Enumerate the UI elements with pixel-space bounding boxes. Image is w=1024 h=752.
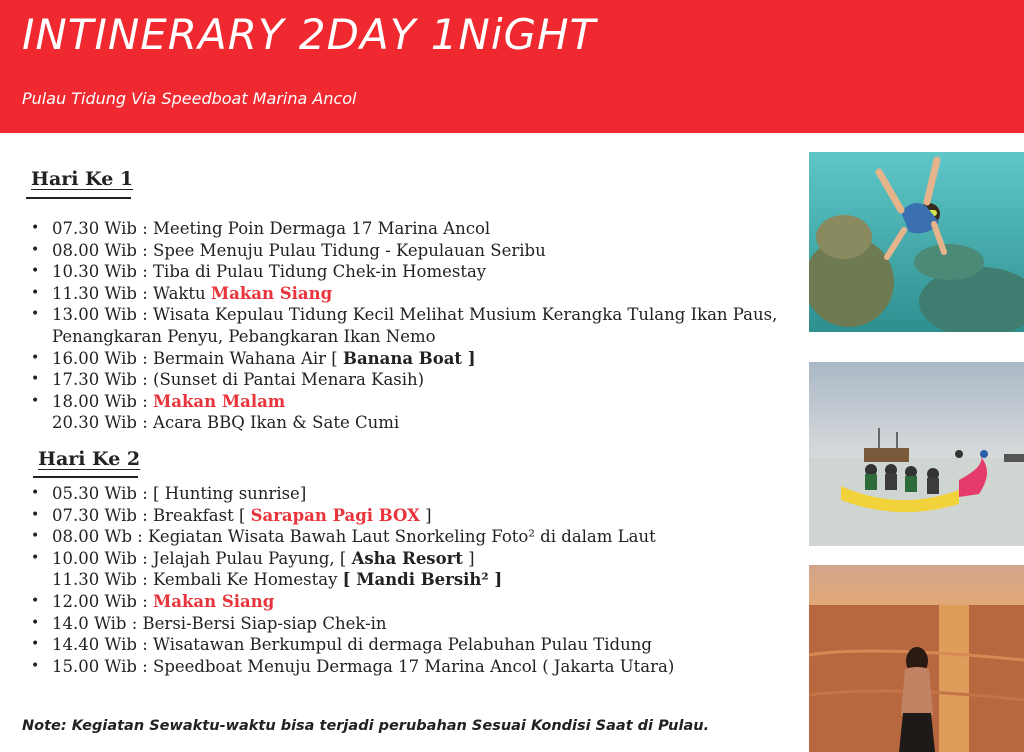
itinerary-item (31, 505, 812, 527)
bullet-icon: • (31, 284, 40, 301)
item-text: 16.00 Wib : Bermain Wahana Air [ (52, 348, 343, 368)
item-text: 10.30 Wib : Tiba di Pulau Tidung Chek-in Homestay (52, 262, 487, 282)
itinerary-item (31, 218, 812, 240)
bullet-icon: • (31, 528, 40, 545)
highlight-red-text: Makan Siang (210, 283, 333, 303)
sunset-beach-photo-icon (809, 565, 1024, 752)
highlight-red-text: Makan Siang (153, 591, 275, 611)
page-title: INTINERARY 2DAY 1NiGHT (22, 10, 597, 59)
item-text: 11.30 Wib : Waktu (52, 283, 211, 303)
itinerary-item (31, 526, 812, 548)
highlight-red-text: Sarapan Pagi BOX (250, 505, 420, 525)
banana-boat-photo-icon (809, 362, 1024, 546)
snorkeling-photo (809, 152, 1024, 332)
itinerary-item (31, 283, 812, 305)
highlight-bold-text: [ Mandi Bersih² ] (342, 570, 503, 590)
item-text: 11.30 Wib : Kembali Ke Homestay (52, 570, 343, 590)
itinerary-item (52, 412, 812, 434)
sunset-photo (809, 565, 1024, 752)
item-text: 07.30 Wib : Meeting Poin Dermaga 17 Marina Ancol (52, 219, 491, 238)
item-text: 12.00 Wib : (52, 591, 154, 611)
bullet-icon: • (31, 592, 40, 609)
item-text: 05.30 Wib : [ Hunting sunrise] (52, 484, 307, 503)
snorkeler-photo-icon (809, 152, 1024, 332)
bullet-icon: • (31, 263, 40, 280)
itinerary-item (31, 391, 812, 413)
item-text: ] (419, 505, 432, 525)
page-subtitle: Pulau Tidung Via Speedboat Marina Ancol (22, 89, 357, 108)
highlight-red-text: Makan Malam (153, 391, 286, 411)
itinerary-item (31, 591, 812, 613)
day2-itinerary-list (31, 483, 812, 677)
item-text: 17.30 Wib : (Sunset di Pantai Menara Kasih) (52, 370, 425, 390)
bullet-icon: • (31, 349, 40, 366)
itinerary-item (31, 304, 812, 347)
item-text: 14.40 Wib : Wisatawan Berkumpul di dermaga Pelabuhan Pulau Tidung (52, 635, 652, 655)
itinerary-item (31, 656, 812, 678)
day1-heading-rule (26, 197, 131, 199)
bullet-icon: • (31, 506, 40, 523)
bullet-icon: • (31, 371, 40, 388)
header-banner (0, 0, 1024, 133)
banana-boat-photo (809, 362, 1024, 546)
itinerary-item (31, 348, 812, 370)
bullet-icon: • (31, 636, 40, 653)
item-text: 20.30 Wib : Acara BBQ Ikan & Sate Cumi (52, 413, 400, 433)
itinerary-item (31, 369, 812, 391)
bullet-icon: • (31, 549, 40, 566)
item-text: 13.00 Wib : Wisata Kepulau Tidung Kecil Melihat Musium Kerangka Tulang Ikan Paus, Penangkaran Penyu, Pebangkaran Ikan Nemo (52, 305, 778, 346)
highlight-bold-text: Banana Boat ] (343, 348, 476, 368)
bullet-icon: • (31, 657, 40, 674)
itinerary-item (31, 548, 812, 570)
highlight-bold-text: Asha Resort (351, 548, 463, 568)
item-text: ] (462, 548, 475, 568)
bullet-icon: • (31, 614, 40, 631)
item-text: 10.00 Wib : Jelajah Pulau Payung, [ (52, 548, 352, 568)
itinerary-item (31, 240, 812, 262)
itinerary-item (31, 634, 812, 656)
item-text: 08.00 Wb : Kegiatan Wisata Bawah Laut Snorkeling Foto² di dalam Laut (52, 527, 656, 547)
bullet-icon: • (31, 241, 40, 258)
itinerary-item (31, 261, 812, 283)
bullet-icon: • (31, 220, 40, 236)
footer-note: Note: Kegiatan Sewaktu-waktu bisa terjadi perubahan Sesuai Kondisi Saat di Pulau. (22, 718, 710, 734)
item-text: 14.0 Wib : Bersi-Bersi Siap-siap Chek-in (52, 613, 387, 633)
day1-heading: Hari Ke 1 (31, 168, 134, 190)
itinerary-item (31, 613, 812, 635)
itinerary-item (31, 483, 812, 505)
day1-itinerary-list (31, 218, 812, 434)
item-text: 07.30 Wib : Breakfast [ (52, 505, 251, 525)
day2-heading-rule (33, 476, 138, 478)
item-text: 08.00 Wib : Spee Menuju Pulau Tidung - Kepulauan Seribu (52, 240, 546, 260)
itinerary-item (52, 569, 812, 591)
bullet-icon: • (31, 485, 40, 501)
item-text: 18.00 Wib : (52, 391, 154, 411)
day2-heading: Hari Ke 2 (38, 448, 141, 470)
bullet-icon: • (31, 306, 40, 323)
bullet-icon: • (31, 392, 40, 409)
item-text: 15.00 Wib : Speedboat Menuju Dermaga 17 Marina Ancol ( Jakarta Utara) (52, 656, 675, 676)
